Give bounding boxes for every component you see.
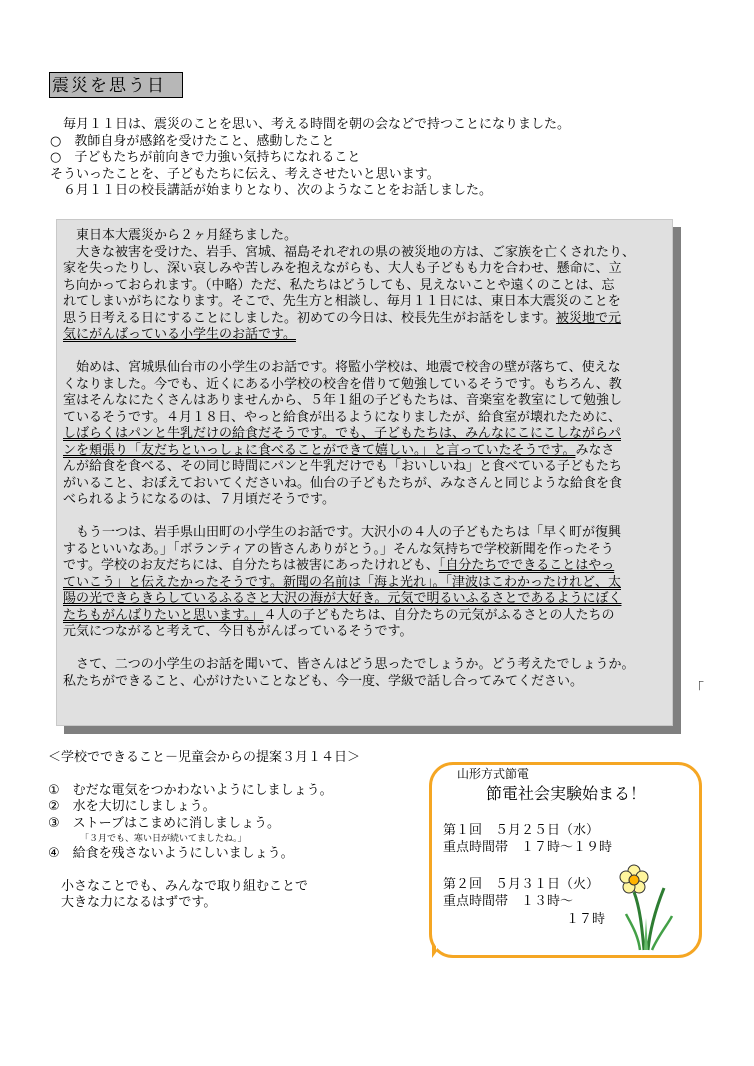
box-underlined: ンを頬張り「友だちといっしょに食べることができて嬉しい。」と言っていたそうです。 <box>63 442 576 458</box>
box-line: 大きな被害を受けた、岩手、宮城、福島それぞれの県の被災地の方は、ご家族を亡くされたり、 <box>63 244 636 260</box>
intro-line: ６月１１日の校長講話が始まりとなり、次のようなことをお話しました。 <box>50 183 493 198</box>
box-underlined: ていこう」と伝えたかったそうです。新聞の名前は「海よ光れ」。「津波はこわかったけれど、太 <box>63 574 621 590</box>
box-line <box>63 558 666 575</box>
intro-line: 毎月１１日は、震災のことを思い、考える時間を朝の会などで持つことになりました。 <box>50 117 571 132</box>
school-proposal <box>48 750 408 912</box>
box-line: 家を失ったりし、深い哀しみや苦しみを抱えながらも、大人も子どもも力を合わせ、懸命に、立 <box>63 261 622 276</box>
box-line <box>63 591 666 608</box>
box-line <box>63 311 666 328</box>
box-line: くなりました。今でも、近くにある小学校の校舎を借りて勉強しているそうです。もちろん、教 <box>63 376 622 392</box>
box-underlined: 気にがんばっている小学生のお話です。 <box>63 327 296 342</box>
box-line: んが給食を食べる、その同じ時間にパンと牛乳だけでも「おいしいね」と食べている子どもたち <box>63 459 623 474</box>
box-underlined: たちもがんばりたいと思います。」 <box>63 607 264 623</box>
box-line: 私たちができること、心がけたいことなども、今一度、学級で話し合ってみてください。 <box>63 673 584 689</box>
box-line: 室はそんなにたくさんはありませんから、５年１組の子どもたちは、音楽室を教室にして勉強し <box>63 393 623 408</box>
speech-box <box>56 219 673 726</box>
box-text: ４人の子どもたちは、自分たちの元気がふるさとの人たちの <box>263 607 615 623</box>
box-text: 思う日考える日にすることにしました。初めての今日は、校長先生がお話をします。 <box>63 310 556 326</box>
box-line: 東日本大震災から２ヶ月経ちました。 <box>63 228 298 243</box>
box-line: するといいなあ。」「ボランティアの皆さんありがとう。」そんな気持ちで学校新聞を作ったそう <box>63 541 614 557</box>
proposal-heading: ＜学校でできること－児童会からの提案３月１４日＞ <box>48 750 361 765</box>
daffodil-icon <box>618 858 676 954</box>
box-line: ち向かっておられます。（中略）ただ、私たちはどうしても、見えないことや遠くのことは、忘 <box>63 277 615 293</box>
box-line <box>63 327 666 344</box>
box-line <box>63 426 666 443</box>
box-line: ているそうです。４月１８日、やっと給食が出るようになりましたが、給食室が壊れたために、 <box>63 409 621 425</box>
box-line: べられるようになるのは、７月頃だそうです。 <box>63 492 335 507</box>
box-underlined: 被災地で元 <box>555 310 621 326</box>
page-title: 震災を思う日 <box>49 72 183 98</box>
box-text: です。学校のお友だちには、自分たちは被害にあったけれども、 <box>63 558 439 573</box>
box-line <box>63 443 666 460</box>
box-line <box>63 575 666 592</box>
callout-label: 山形方式節電 <box>457 767 530 781</box>
box-line: 始めは、宮城県仙台市の小学生のお話です。将監小学校は、地震で校舎の壁が落ちて、使えな <box>63 360 621 375</box>
list-item: ① むだな電気をつかわないようにしましょう。 <box>48 782 333 798</box>
intro-line: そういったことを、子どもたちに伝え、考えさせたいと思います。 <box>50 166 440 182</box>
box-underlined: 陽の光できらきらしているふるさと大沢の海が大好き。元気で明るいふるさとであるようにぼく <box>63 591 622 606</box>
callout-tail-fill <box>436 926 453 950</box>
box-line: さて、二つの小学生のお話を聞いて、皆さんはどう思ったでしょうか。どう考えたでしょうか。 <box>63 657 635 672</box>
box-underlined: しばらくはパンと牛乳だけの給食だそうです。でも、子どもたちは、みんなにこにこしながらパ <box>63 426 621 441</box>
intro-line: ○ 教師自身が感銘を受けたこと、感動したこと <box>50 133 335 149</box>
box-line: れてしまいがちになります。そこで、先生方と相談し、毎月１１日には、東日本大震災のことを <box>63 294 621 309</box>
closing-line: 小さなことでも、みんなで取り組むことで <box>48 878 309 894</box>
intro <box>50 117 690 200</box>
list-item: ③ ストーブはこまめに消しましょう。 <box>48 815 281 831</box>
callout-round2: 第２回 ５月３１日（火） <box>443 877 600 892</box>
box-text: みなさ <box>575 442 615 458</box>
callout-round1: 第１回 ５月２５日（水） <box>443 823 600 838</box>
closing-line: 大きな力になるはずです。 <box>48 895 217 910</box>
box-underlined: 「自分たちでできることはやっ <box>438 558 615 573</box>
list-note: 「３月でも、寒い日が続いてましたね。」 <box>80 834 247 844</box>
callout-round2-time: 重点時間帯 １３時～ <box>443 894 574 909</box>
box-line: 元気につながると考えて、今日もがんばっているそうです。 <box>63 624 413 639</box>
list-item: ② 水を大切にしましょう。 <box>48 799 216 814</box>
intro-line: ○ 子どもたちが前向きで力強い気持ちになれること <box>50 150 361 165</box>
list-item: ④ 給食を残さないようにしいましょう。 <box>48 846 294 861</box>
box-line: もう一つは、岩手県山田町の小学生のお話です。大沢小の４人の子どもたちは「早く町が復興 <box>63 525 621 540</box>
callout-headline: 節電社会実験始まる！ <box>486 784 647 803</box>
callout-round1-time: 重点時間帯 １７時～１９時 <box>443 840 613 855</box>
stray-bracket: 「 <box>690 681 704 697</box>
callout-round2-time-end: １７時 <box>566 912 606 927</box>
box-line: がいること、おぼえておいてくださいね。仙台の子どもたちが、みなさんと同じような給食を食 <box>63 475 623 491</box>
box-line <box>63 608 666 625</box>
